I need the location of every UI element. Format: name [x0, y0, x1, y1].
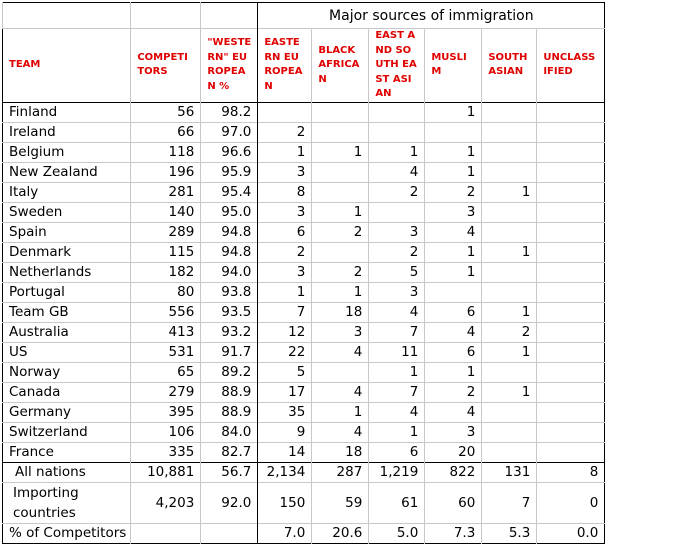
team-cell: % of Competitors — [3, 523, 131, 543]
black-african-cell: 4 — [312, 422, 369, 442]
east-asian-cell: 1 — [369, 422, 425, 442]
unclassified-cell: 0.0 — [537, 523, 605, 543]
western-pct-cell: 82.7 — [201, 442, 258, 462]
table-row — [3, 222, 605, 242]
east-asian-cell: 2 — [369, 182, 425, 202]
table-row — [3, 162, 605, 182]
east-asian-cell: 6 — [369, 442, 425, 462]
south-asian-cell: 131 — [482, 462, 537, 482]
team-cell: Canada — [3, 382, 131, 402]
team-cell: Spain — [3, 222, 131, 242]
unclassified-cell — [537, 102, 605, 122]
table-row — [3, 262, 605, 282]
unclassified-cell — [537, 342, 605, 362]
table-row — [3, 202, 605, 222]
black-african-cell — [312, 102, 369, 122]
competitors-cell: 66 — [131, 122, 201, 142]
table-row — [3, 342, 605, 362]
team-cell: Switzerland — [3, 422, 131, 442]
black-african-cell: 18 — [312, 302, 369, 322]
east-asian-cell: 3 — [369, 282, 425, 302]
muslim-cell: 4 — [425, 222, 482, 242]
eastern-european-cell: 2 — [258, 242, 312, 262]
western-pct-cell: 98.2 — [201, 102, 258, 122]
col-header-western-european: "WESTERN" EUROPEAN % — [201, 29, 258, 103]
team-cell: New Zealand — [3, 162, 131, 182]
eastern-european-cell: 35 — [258, 402, 312, 422]
competitors-cell: 395 — [131, 402, 201, 422]
competitors-cell: 289 — [131, 222, 201, 242]
south-asian-cell — [482, 122, 537, 142]
black-african-cell: 2 — [312, 262, 369, 282]
south-asian-cell: 1 — [482, 242, 537, 262]
black-african-cell: 3 — [312, 322, 369, 342]
muslim-cell: 6 — [425, 302, 482, 322]
competitors-cell: 4,203 — [131, 482, 201, 523]
summary-row-importing — [3, 482, 605, 523]
muslim-cell: 2 — [425, 382, 482, 402]
unclassified-cell — [537, 242, 605, 262]
eastern-european-cell: 12 — [258, 322, 312, 342]
western-pct-cell: 94.8 — [201, 222, 258, 242]
team-cell: Belgium — [3, 142, 131, 162]
muslim-cell: 4 — [425, 402, 482, 422]
western-pct-cell — [201, 523, 258, 543]
competitors-cell: 10,881 — [131, 462, 201, 482]
south-asian-cell — [482, 362, 537, 382]
table-row — [3, 362, 605, 382]
col-header-south-asian: SOUTH ASIAN — [482, 29, 537, 103]
eastern-european-cell: 2 — [258, 122, 312, 142]
competitors-cell: 335 — [131, 442, 201, 462]
black-african-cell — [312, 182, 369, 202]
unclassified-cell — [537, 402, 605, 422]
east-asian-cell: 61 — [369, 482, 425, 523]
muslim-cell: 2 — [425, 182, 482, 202]
eastern-european-cell: 7.0 — [258, 523, 312, 543]
eastern-european-cell: 8 — [258, 182, 312, 202]
muslim-cell: 20 — [425, 442, 482, 462]
unclassified-cell — [537, 422, 605, 442]
eastern-european-cell: 1 — [258, 282, 312, 302]
competitors-cell: 106 — [131, 422, 201, 442]
table-row — [3, 382, 605, 402]
unclassified-cell — [537, 182, 605, 202]
black-african-cell: 1 — [312, 202, 369, 222]
competitors-cell: 56 — [131, 102, 201, 122]
south-asian-cell: 1 — [482, 342, 537, 362]
muslim-cell: 822 — [425, 462, 482, 482]
western-pct-cell: 88.9 — [201, 402, 258, 422]
eastern-european-cell: 22 — [258, 342, 312, 362]
east-asian-cell — [369, 202, 425, 222]
team-cell: Italy — [3, 182, 131, 202]
col-header-east-asian: EAST AND SOUTH EAST ASIAN — [369, 29, 425, 103]
muslim-cell: 1 — [425, 162, 482, 182]
south-asian-cell — [482, 222, 537, 242]
western-pct-cell: 56.7 — [201, 462, 258, 482]
black-african-cell — [312, 362, 369, 382]
black-african-cell: 1 — [312, 142, 369, 162]
header-blank-cell — [201, 3, 258, 29]
table-row — [3, 322, 605, 342]
black-african-cell: 4 — [312, 342, 369, 362]
south-asian-cell — [482, 102, 537, 122]
muslim-cell: 1 — [425, 362, 482, 382]
col-header-competitors: COMPETITORS — [131, 29, 201, 103]
south-asian-cell: 1 — [482, 382, 537, 402]
column-header-row — [3, 29, 605, 103]
eastern-european-cell: 3 — [258, 202, 312, 222]
western-pct-cell: 94.8 — [201, 242, 258, 262]
south-asian-cell — [482, 442, 537, 462]
east-asian-cell: 2 — [369, 242, 425, 262]
table-row — [3, 422, 605, 442]
spreadsheet — [2, 2, 605, 544]
col-header-black-african: BLACK AFRICAN — [312, 29, 369, 103]
summary-row-percent — [3, 523, 605, 543]
eastern-european-cell: 7 — [258, 302, 312, 322]
header-blank-cell — [131, 3, 201, 29]
team-cell: Ireland — [3, 122, 131, 142]
competitors-cell: 118 — [131, 142, 201, 162]
unclassified-cell — [537, 282, 605, 302]
south-asian-cell: 1 — [482, 302, 537, 322]
competitors-cell: 140 — [131, 202, 201, 222]
western-pct-cell: 91.7 — [201, 342, 258, 362]
unclassified-cell — [537, 442, 605, 462]
unclassified-cell — [537, 302, 605, 322]
competitors-cell: 65 — [131, 362, 201, 382]
western-pct-cell: 97.0 — [201, 122, 258, 142]
team-cell: Netherlands — [3, 262, 131, 282]
muslim-cell: 1 — [425, 142, 482, 162]
south-asian-cell — [482, 262, 537, 282]
western-pct-cell: 89.2 — [201, 362, 258, 382]
muslim-cell: 4 — [425, 322, 482, 342]
unclassified-cell — [537, 142, 605, 162]
table-row — [3, 242, 605, 262]
unclassified-cell — [537, 262, 605, 282]
western-pct-cell: 96.6 — [201, 142, 258, 162]
team-cell: Australia — [3, 322, 131, 342]
table-row — [3, 182, 605, 202]
black-african-cell: 20.6 — [312, 523, 369, 543]
team-cell: US — [3, 342, 131, 362]
east-asian-cell: 7 — [369, 322, 425, 342]
eastern-european-cell: 3 — [258, 262, 312, 282]
east-asian-cell: 4 — [369, 402, 425, 422]
unclassified-cell — [537, 382, 605, 402]
competitors-cell: 196 — [131, 162, 201, 182]
black-african-cell: 59 — [312, 482, 369, 523]
competitors-cell: 115 — [131, 242, 201, 262]
unclassified-cell: 8 — [537, 462, 605, 482]
western-pct-cell: 95.4 — [201, 182, 258, 202]
western-pct-cell: 94.0 — [201, 262, 258, 282]
muslim-cell: 1 — [425, 242, 482, 262]
eastern-european-cell: 150 — [258, 482, 312, 523]
east-asian-cell: 5.0 — [369, 523, 425, 543]
competitors-cell: 279 — [131, 382, 201, 402]
unclassified-cell — [537, 222, 605, 242]
muslim-cell — [425, 282, 482, 302]
table-row — [3, 122, 605, 142]
south-asian-cell: 5.3 — [482, 523, 537, 543]
black-african-cell: 18 — [312, 442, 369, 462]
unclassified-cell — [537, 122, 605, 142]
south-asian-cell: 2 — [482, 322, 537, 342]
south-asian-cell: 7 — [482, 482, 537, 523]
team-cell: France — [3, 442, 131, 462]
eastern-european-cell — [258, 102, 312, 122]
muslim-cell: 1 — [425, 102, 482, 122]
western-pct-cell: 92.0 — [201, 482, 258, 523]
immigration-table — [2, 2, 605, 544]
competitors-cell: 281 — [131, 182, 201, 202]
east-asian-cell: 1 — [369, 362, 425, 382]
competitors-cell — [131, 523, 201, 543]
eastern-european-cell: 9 — [258, 422, 312, 442]
col-header-team: TEAM — [3, 29, 131, 103]
summary-row-all-nations — [3, 462, 605, 482]
header-top-row — [3, 3, 605, 29]
team-cell: Norway — [3, 362, 131, 382]
east-asian-cell: 7 — [369, 382, 425, 402]
eastern-european-cell: 14 — [258, 442, 312, 462]
table-row — [3, 142, 605, 162]
unclassified-cell — [537, 322, 605, 342]
team-cell: Denmark — [3, 242, 131, 262]
competitors-cell: 556 — [131, 302, 201, 322]
western-pct-cell: 93.8 — [201, 282, 258, 302]
muslim-cell: 1 — [425, 262, 482, 282]
black-african-cell: 287 — [312, 462, 369, 482]
east-asian-cell: 4 — [369, 302, 425, 322]
black-african-cell — [312, 162, 369, 182]
western-pct-cell: 95.0 — [201, 202, 258, 222]
eastern-european-cell: 2,134 — [258, 462, 312, 482]
team-cell: Germany — [3, 402, 131, 422]
east-asian-cell: 1 — [369, 142, 425, 162]
table-row — [3, 102, 605, 122]
east-asian-cell: 4 — [369, 162, 425, 182]
western-pct-cell: 84.0 — [201, 422, 258, 442]
unclassified-cell — [537, 202, 605, 222]
south-asian-cell — [482, 402, 537, 422]
south-asian-cell — [482, 202, 537, 222]
south-asian-cell — [482, 422, 537, 442]
western-pct-cell: 93.2 — [201, 322, 258, 342]
table-row — [3, 402, 605, 422]
eastern-european-cell: 3 — [258, 162, 312, 182]
team-cell: All nations — [3, 462, 131, 482]
muslim-cell: 3 — [425, 202, 482, 222]
muslim-cell — [425, 122, 482, 142]
western-pct-cell: 95.9 — [201, 162, 258, 182]
competitors-cell: 531 — [131, 342, 201, 362]
competitors-cell: 80 — [131, 282, 201, 302]
east-asian-cell: 1,219 — [369, 462, 425, 482]
black-african-cell — [312, 242, 369, 262]
unclassified-cell — [537, 162, 605, 182]
table-row — [3, 282, 605, 302]
east-asian-cell — [369, 102, 425, 122]
competitors-cell: 413 — [131, 322, 201, 342]
eastern-european-cell: 1 — [258, 142, 312, 162]
east-asian-cell: 5 — [369, 262, 425, 282]
col-header-muslim: MUSLIM — [425, 29, 482, 103]
team-cell: Team GB — [3, 302, 131, 322]
black-african-cell: 2 — [312, 222, 369, 242]
competitors-cell: 182 — [131, 262, 201, 282]
muslim-cell: 3 — [425, 422, 482, 442]
western-pct-cell: 93.5 — [201, 302, 258, 322]
team-cell: Portugal — [3, 282, 131, 302]
east-asian-cell: 3 — [369, 222, 425, 242]
muslim-cell: 6 — [425, 342, 482, 362]
col-header-unclassified: UNCLASSIFIED — [537, 29, 605, 103]
team-cell: Finland — [9, 104, 58, 120]
western-pct-cell: 88.9 — [201, 382, 258, 402]
unclassified-cell — [537, 362, 605, 382]
south-asian-cell — [482, 142, 537, 162]
team-cell: Sweden — [3, 202, 131, 222]
eastern-european-cell: 6 — [258, 222, 312, 242]
black-african-cell: 4 — [312, 382, 369, 402]
east-asian-cell — [369, 122, 425, 142]
eastern-european-cell: 17 — [258, 382, 312, 402]
table-row — [3, 442, 605, 462]
black-african-cell: 1 — [312, 402, 369, 422]
east-asian-cell: 11 — [369, 342, 425, 362]
eastern-european-cell: 5 — [258, 362, 312, 382]
south-asian-cell — [482, 282, 537, 302]
muslim-cell: 60 — [425, 482, 482, 523]
table-row — [3, 302, 605, 322]
muslim-cell: 7.3 — [425, 523, 482, 543]
col-header-eastern-european: EASTERN EUROPEAN — [258, 29, 312, 103]
header-blank-cell — [3, 3, 131, 29]
major-sources-heading: Major sources of immigration — [258, 3, 605, 29]
team-cell: Importing countries — [3, 482, 131, 523]
south-asian-cell: 1 — [482, 182, 537, 202]
south-asian-cell — [482, 162, 537, 182]
black-african-cell — [312, 122, 369, 142]
unclassified-cell: 0 — [537, 482, 605, 523]
black-african-cell: 1 — [312, 282, 369, 302]
